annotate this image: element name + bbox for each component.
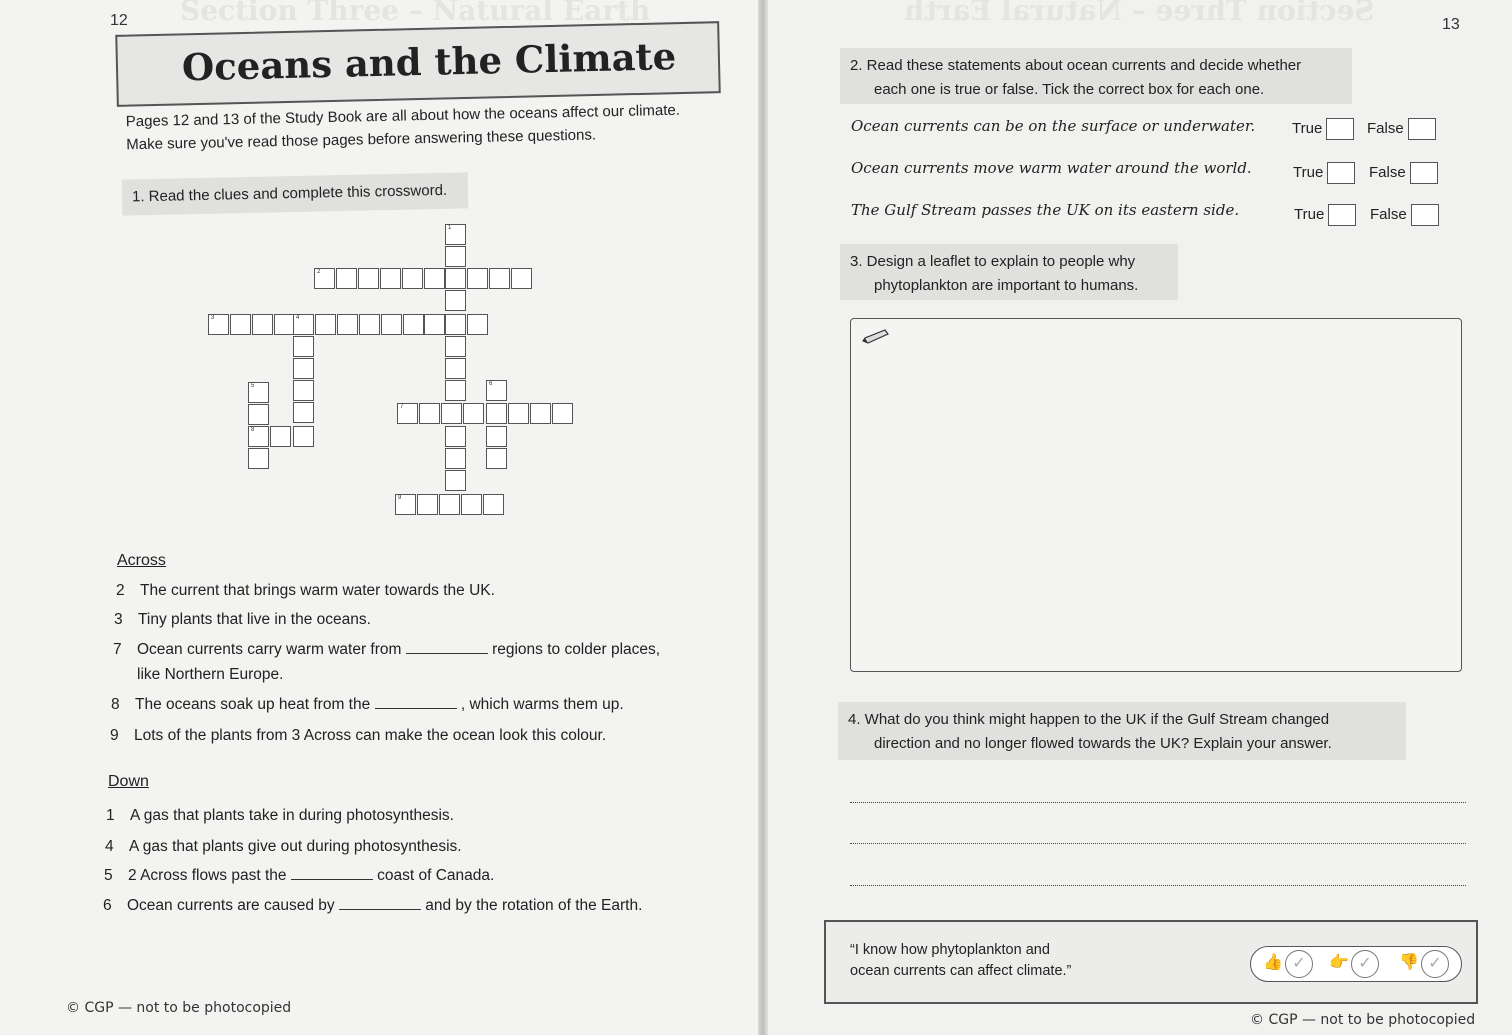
false-option [1367,118,1436,140]
answer-line[interactable] [850,885,1466,886]
across-heading: Across [117,552,166,569]
intro-line-2: Make sure you've read those pages before answering these questions. [126,126,597,154]
crossword-cell[interactable] [381,314,402,335]
false-checkbox[interactable] [1411,204,1439,226]
clue-text: Ocean currents carry warm water from [137,641,402,658]
clue-text: A gas that plants give out during photosynthesis. [129,838,462,855]
crossword-cell[interactable] [274,314,295,335]
page-number-left: 12 [110,12,128,29]
leaflet-answer-area[interactable] [850,318,1462,672]
answer-blank[interactable] [406,641,488,654]
crossword-cell[interactable] [467,314,488,335]
crossword-cell[interactable] [337,314,358,335]
true-label: True [1293,163,1324,181]
false-checkbox[interactable] [1410,162,1438,184]
false-checkbox[interactable] [1408,118,1436,140]
book-spine [758,0,768,1035]
clue-text: A gas that plants take in during photosynthesis. [130,807,454,824]
false-option [1370,204,1439,226]
title-box [115,21,720,107]
crossword-cell[interactable] [445,426,466,447]
clue-number-1: 1 [448,225,452,231]
question-4-box [838,702,1406,760]
clue-number: 1 [106,807,115,824]
true-option [1292,118,1354,140]
crossword-cell[interactable] [439,494,460,515]
false-option [1369,162,1438,184]
tick-circle-option[interactable]: ✓ [1285,950,1313,978]
clue-number: 4 [105,838,114,855]
crossword-cell[interactable] [445,380,466,401]
clue-number-2: 2 [317,269,321,275]
clue-text: The oceans soak up heat from the [135,696,371,713]
clue-number-8: 8 [251,427,255,433]
clue-text: , which warms them up. [460,696,624,713]
crossword-cell[interactable] [395,494,416,515]
crossword-cell[interactable] [486,403,507,424]
question-4-line-2: direction and no longer flowed towards the UK? Explain your answer. [874,735,1332,752]
thumbs-up-icon: 👍 [1263,954,1283,971]
crossword-cell[interactable] [248,426,269,447]
down-clue [103,893,642,919]
question-4-line-1: 4. What do you think might happen to the UK if the Gulf Stream changed [848,711,1330,728]
true-option [1294,204,1356,226]
crossword-cell[interactable] [293,314,314,335]
crossword-cell[interactable] [445,358,466,379]
self-assessment-text [850,940,1071,982]
statement-1: Ocean currents can be on the surface or underwater. [851,117,1256,135]
crossword-cell[interactable] [445,336,466,357]
across-clue [114,607,371,633]
false-label: False [1367,119,1404,137]
statement-3: The Gulf Stream passes the UK on its eastern side. [851,201,1240,219]
ghost-header: Section Three – Natural Earth [180,0,651,27]
across-clue [116,578,495,604]
crossword-cell[interactable] [467,268,488,289]
crossword-cell[interactable] [419,403,440,424]
crossword-cell[interactable] [293,402,314,423]
crossword-cell[interactable] [552,403,573,424]
clue-number-6: 6 [489,381,493,387]
crossword-cell[interactable] [445,246,466,267]
answer-blank[interactable] [375,696,457,709]
crossword-cell[interactable] [445,470,466,491]
clue-number: 8 [111,696,120,713]
crossword-cell[interactable] [314,268,335,289]
clue-number: 3 [114,611,123,628]
crossword-cell[interactable] [293,426,314,447]
footer-right: © CGP — not to be photocopied [1250,1012,1476,1028]
thumbs-down-icon: 👎 [1399,954,1419,971]
crossword-cell[interactable] [336,268,357,289]
true-checkbox[interactable] [1328,204,1356,226]
page-title: Oceans and the Climate [181,34,677,90]
crossword-cell[interactable] [358,268,379,289]
down-clue [105,834,462,860]
question-1-box [122,172,469,215]
crossword-cell[interactable] [248,448,269,469]
crossword-cell[interactable] [293,336,314,357]
clue-text: Lots of the plants from 3 Across can make the ocean look this colour. [134,727,607,744]
true-checkbox[interactable] [1327,162,1355,184]
crossword-cell[interactable] [402,268,423,289]
question-3-box [840,244,1178,300]
crossword-cell[interactable] [424,268,445,289]
across-clue [111,692,624,718]
clue-number: 2 [116,582,125,599]
crossword-cell[interactable] [230,314,251,335]
crossword-cell[interactable] [445,224,466,245]
crossword-cell[interactable] [397,403,418,424]
crossword-cell[interactable] [293,358,314,379]
crossword-cell[interactable] [461,494,482,515]
crossword-cell[interactable] [445,314,466,335]
question-2-line-2: each one is true or false. Tick the correct box for each one. [874,81,1265,98]
page-number-right: 13 [1442,16,1460,33]
clue-number-9: 9 [398,495,402,501]
crossword-cell[interactable] [486,426,507,447]
across-clue [113,637,660,663]
crossword-cell[interactable] [424,314,445,335]
tick-circle-option[interactable]: ✓ [1421,950,1449,978]
answer-line[interactable] [850,802,1466,803]
crossword-cell[interactable] [252,314,273,335]
clue-number: 9 [110,727,119,744]
crossword-cell[interactable] [270,426,291,447]
true-checkbox[interactable] [1326,118,1354,140]
tick-circle-option[interactable]: ✓ [1351,950,1379,978]
clue-text: regions to colder places, [492,641,661,658]
thumbs-sideways-icon: 👉 [1329,954,1349,971]
clue-number: 7 [113,641,122,658]
clue-number-3: 3 [211,315,215,321]
clue-text: The current that brings warm water towards the UK. [140,582,495,599]
false-label: False [1369,163,1406,181]
answer-line[interactable] [850,843,1466,844]
pencil-icon [861,329,891,345]
crossword-cell[interactable] [445,290,466,311]
down-heading: Down [108,773,149,790]
crossword-cell[interactable] [489,268,510,289]
crossword-cell[interactable] [483,494,504,515]
clue-number-4: 4 [296,315,300,321]
down-clue [106,803,454,829]
crossword-cell[interactable] [380,268,401,289]
question-3-line-1: 3. Design a leaflet to explain to people why [850,253,1136,270]
self-assessment-line-1: “I know how phytoplankton and [850,942,1050,958]
statement-2: Ocean currents move warm water around the world. [851,159,1252,177]
crossword-cell[interactable] [248,382,269,403]
clue-number-5: 5 [251,383,255,389]
crossword-cell[interactable] [208,314,229,335]
clue-number-7: 7 [400,404,404,410]
crossword-cell[interactable] [511,268,532,289]
clue-text: coast of Canada. [377,867,495,884]
true-option [1293,162,1355,184]
clue-number: 6 [103,897,112,914]
clue-text: 2 Across flows past the [128,867,287,884]
footer-left: © CGP — not to be photocopied [66,1000,292,1016]
answer-blank[interactable] [339,897,421,910]
ghost-header-mirror: Section Three – Natural Earth [904,0,1375,27]
question-2-box [840,48,1352,104]
question-1-text: 1. Read the clues and complete this crossword. [131,181,448,206]
question-2-line-1: 2. Read these statements about ocean currents and decide whether [850,57,1302,74]
crossword-cell[interactable] [530,403,551,424]
crossword-cell[interactable] [463,403,484,424]
crossword-cell[interactable] [417,494,438,515]
crossword-cell[interactable] [315,314,336,335]
answer-blank[interactable] [291,867,373,880]
false-label: False [1370,205,1407,223]
crossword-cell[interactable] [359,314,380,335]
clue-text: Tiny plants that live in the oceans. [138,611,371,628]
crossword-cell[interactable] [248,404,269,425]
clue-text: and by the rotation of the Earth. [425,897,643,914]
clue-text: Ocean currents are caused by [127,897,335,914]
crossword-cell[interactable] [403,314,424,335]
crossword-cell[interactable] [293,380,314,401]
true-label: True [1294,205,1325,223]
question-3-line-2: phytoplankton are important to humans. [874,277,1139,294]
crossword-cell[interactable] [445,448,466,469]
intro-line-1: Pages 12 and 13 of the Study Book are all about how the oceans affect our climate. [125,101,681,131]
clue-number: 5 [104,867,113,884]
crossword-cell[interactable] [445,268,466,289]
confidence-rating [1250,946,1462,982]
crossword-cell[interactable] [486,448,507,469]
crossword-cell[interactable] [486,380,507,401]
crossword-cell[interactable] [508,403,529,424]
down-clue [104,863,494,889]
self-assessment-line-2: ocean currents can affect climate.” [850,963,1072,979]
crossword-cell[interactable] [441,403,462,424]
across-clue [110,723,606,749]
true-label: True [1292,119,1323,137]
across-clue-continued: like Northern Europe. [137,666,284,683]
